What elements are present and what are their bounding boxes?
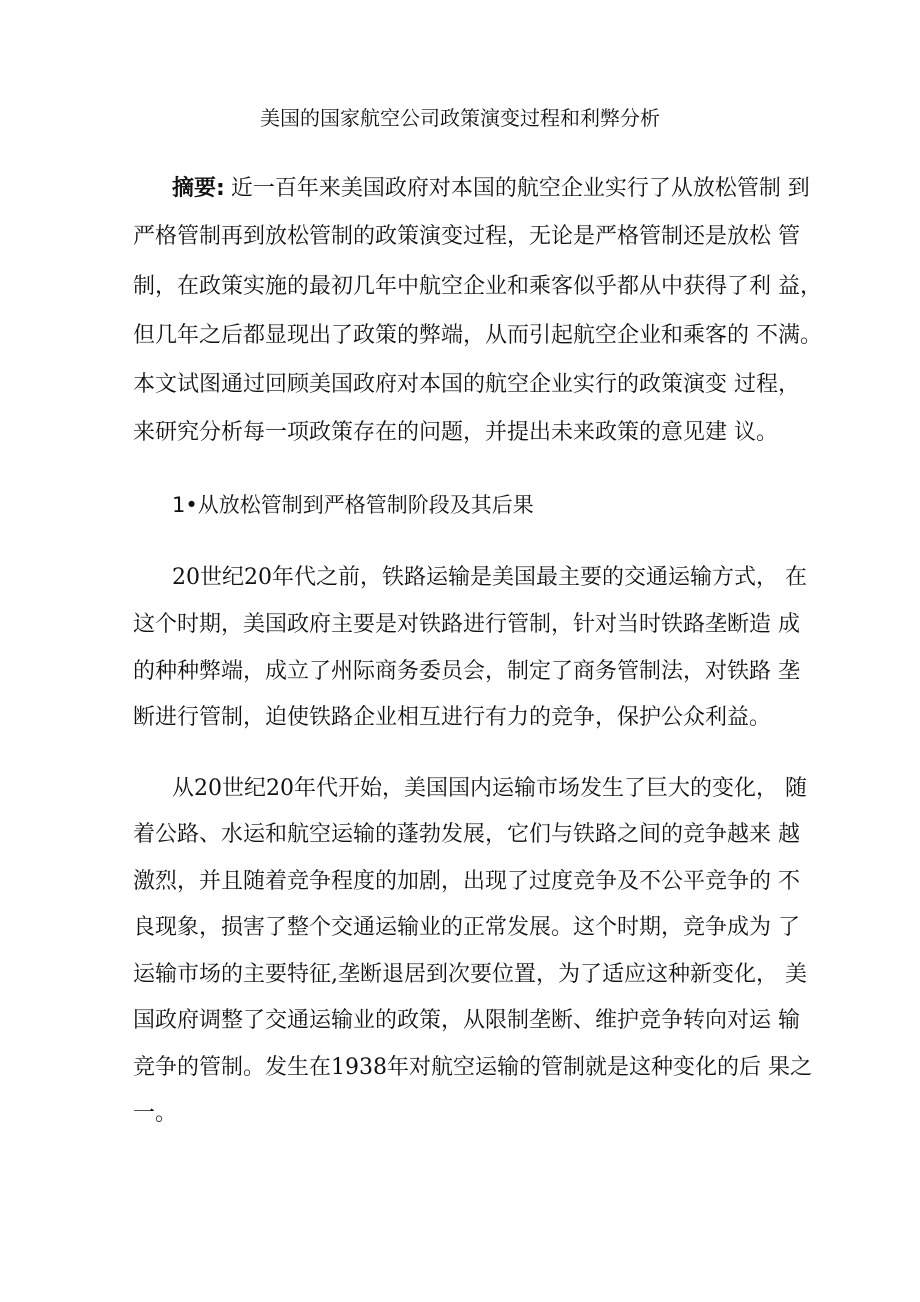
para2-line-2: 着公路、水运和航空运输的蓬勃发展，它们与铁路之间的竞争越来 越 xyxy=(133,822,800,847)
abstract-line-5: 本文试图通过回顾美国政府对本国的航空企业实行的政策演变 过程， xyxy=(133,372,800,397)
abstract-line-1 xyxy=(172,174,810,204)
para2-line-3: 激烈，并且随着竞争程度的加剧，出现了过度竞争及不公平竞争的 不 xyxy=(133,869,800,894)
abstract-label: 摘要: xyxy=(172,176,225,201)
abstract-text: 近一百年来美国政府对本国的航空企业实行了从放松管制 到 xyxy=(230,176,810,201)
abstract-line-3: 制，在政策实施的最初几年中航空企业和乘客似乎都从中获得了利 益， xyxy=(133,274,822,299)
abstract-line-6: 来研究分析每一项政策存在的问题，并提出未来政策的意见建 议。 xyxy=(133,420,778,445)
para2-line-4: 良现象，损害了整个交通运输业的正常发展。这个时期，竞争成为 了 xyxy=(133,915,800,940)
para2-line-5: 运输市场的主要特征,垄断退居到次要位置，为了适应这种新变化， 美 xyxy=(133,962,807,987)
abstract-line-4: 但几年之后都显现出了政策的弊端，从而引起航空企业和乘客的 不满。 xyxy=(133,323,822,348)
para2-line-7: 竞争的管制。发生在1938年对航空运输的管制就是这种变化的后 果之 xyxy=(133,1055,812,1080)
document-title: 美国的国家航空公司政策演变过程和利弊分析 xyxy=(260,106,660,130)
para2-line-8: 一。 xyxy=(133,1101,178,1126)
para1-line-3: 的种种弊端，成立了州际商务委员会，制定了商务管制法，对铁路 垄 xyxy=(133,659,800,684)
para1-line-4: 断进行管制，迫使铁路企业相互进行有力的竞争，保护公众利益。 xyxy=(133,705,772,730)
para2-line-6: 国政府调整了交通运输业的政策，从限制垄断、维护竞争转向对运 输 xyxy=(133,1008,800,1033)
section-heading: 1•从放松管制到严格管制阶段及其后果 xyxy=(172,493,534,517)
abstract-line-2: 严格管制再到放松管制的政策演变过程，无论是严格管制还是放松 管 xyxy=(133,224,800,249)
para1-line-1: 20世纪20年代之前，铁路运输是美国最主要的交通运输方式， 在 xyxy=(172,565,807,590)
para2-line-1: 从20世纪20年代开始，美国国内运输市场发生了巨大的变化， 随 xyxy=(172,776,807,801)
para1-line-2: 这个时期，美国政府主要是对铁路进行管制，针对当时铁路垄断造 成 xyxy=(133,612,800,637)
